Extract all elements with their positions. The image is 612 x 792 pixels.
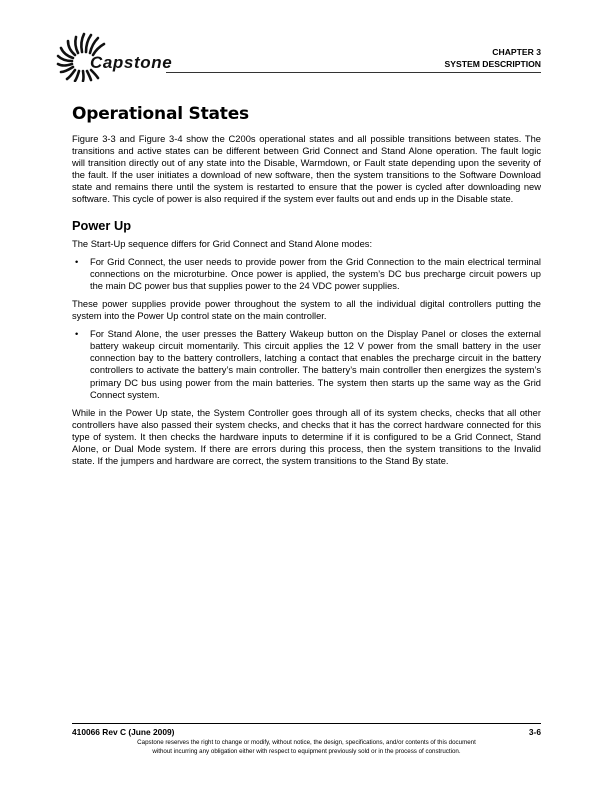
chapter-label: CHAPTER 3 (492, 47, 541, 57)
legal-notice (72, 739, 541, 756)
legal-notice-line-2: without incurring any obligation either with respect to equipment previously sold or in the process of construction. (152, 747, 461, 755)
grid-connect-list (72, 256, 541, 292)
bullet-icon: • (75, 329, 79, 340)
grid-connect-text: For Grid Connect, the user needs to provide power from the Grid Connection to the main electrical terminal connections on the microturbine. Once power is applied, the system’s DC bus precharge circuit powers up the main DC power bus that supplies power to the 24 VDC power supplies. (90, 256, 541, 291)
logo-wordmark: Capstone (90, 53, 173, 72)
bullet-icon: • (75, 256, 79, 267)
stand-alone-list (72, 328, 541, 401)
list-item-stand-alone (72, 328, 541, 401)
stand-alone-text: For Stand Alone, the user presses the Battery Wakeup button on the Display Panel or closes the external battery wakeup circuit momentarily. This circuit applies the 12 V power from the small battery in the user connection bay to the battery controllers, latching a contact that enables the precharge circuit in the battery controllers to activate the battery’s main controller. The battery’s main controller then energizes the system’s primary DC bus using power from the main batteries. The system then starts up the same way as the Grid Connect system. (90, 329, 541, 400)
legal-notice-line-1: Capstone reserves the right to change or modify, without notice, the design, specifications, and/or contents of this document (137, 739, 476, 746)
page-number: 3-6 (528, 727, 541, 737)
power-up-lead: The Start-Up sequence differs for Grid Connect and Stand Alone modes: (72, 238, 373, 249)
power-supplies-paragraph: These power supplies provide power throughout the system to all the individual digital controllers putting the system into the Power Up control state on the main controller. (72, 298, 541, 322)
page-title: Operational States (72, 104, 249, 124)
power-up-heading: Power Up (72, 217, 132, 233)
header-divider (166, 72, 541, 73)
footer-divider (72, 723, 541, 724)
document-id: 410066 Rev C (June 2009) (72, 727, 175, 737)
section-label: SYSTEM DESCRIPTION (444, 58, 541, 69)
list-item-grid-connect (72, 256, 541, 292)
intro-paragraph: Figure 3-3 and Figure 3-4 show the C200s operational states and all possible transitions between states. The transitions and active states can be different between Grid Connect and Stand Alone operation. The fault logic will transition directly out of any state into the Disable, Warmdown, or Fault state depending upon the severity of the fault. If the user initiates a download of new software, then the system transitions to the Software Download state and remains there until the system is restarted to ensure that the power is cycled after downloading new software. This cycle of power is also required if the system ever faults out and ends up in the Disable state. (72, 134, 541, 205)
power-up-closing-paragraph: While in the Power Up state, the System Controller goes through all of its system checks, checks that all other controllers have also passed their system checks, and checks that it has the correct hardware connected for this type of system. It then checks the hardware inputs to determine if it is configured to be a Grid Connect, Stand Alone, or Dual Mode system. If there are errors during this process, then the system transitions to the Invalid state. If the jumpers and hardware are correct, the system transitions to the Stand By state. (72, 407, 541, 467)
page-body (72, 104, 541, 473)
capstone-logo (56, 30, 206, 82)
chapter-heading (445, 47, 541, 70)
